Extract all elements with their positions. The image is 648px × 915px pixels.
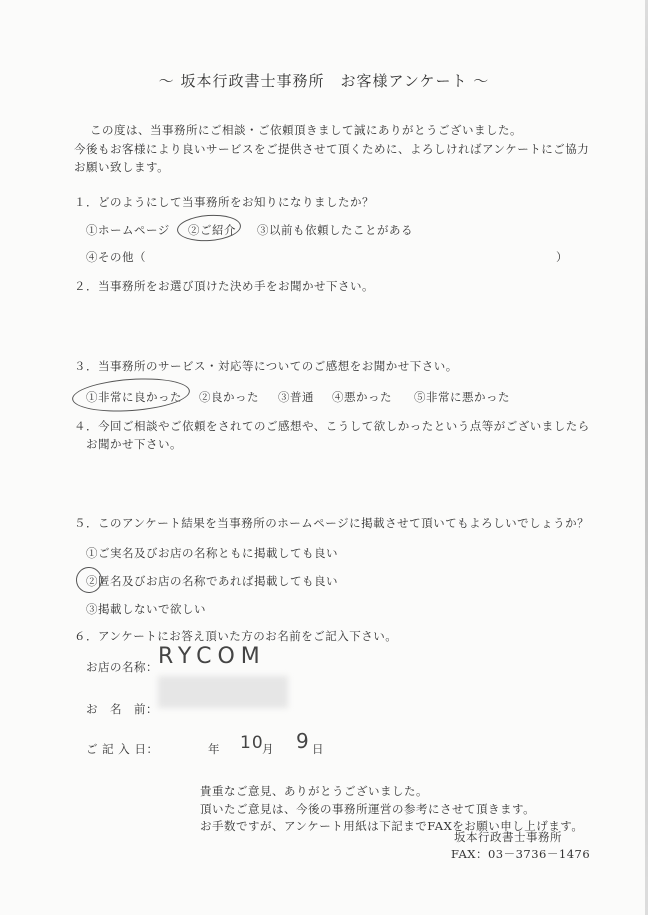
intro-line-3: お願い致します。 [74, 160, 170, 174]
q4-question-line-1: ４．今回ご相談やご依頼をされてのご感想や、こうして欲しかったという点等がございましたら [74, 419, 590, 433]
date-month-label: 月 [262, 742, 274, 756]
footer-office-name: 坂本行政書士事務所 [454, 830, 562, 844]
date-year-label: 年 [208, 742, 220, 756]
q1-option-other: ④その他（ [86, 250, 146, 264]
footer-line-2: 頂いたご意見は、今後の事務所運営の参考にさせて頂きます。 [200, 802, 536, 816]
page-title: ～ 坂本行政書士事務所 お客様アンケート ～ [158, 72, 490, 90]
q1-option-1: ①ホームページ [86, 223, 170, 237]
q3-option-5: ⑤非常に悪かった [414, 390, 510, 404]
q5-answer-circle [75, 566, 103, 594]
q5-option-3: ③掲載しないで欲しい [86, 602, 206, 616]
q6-question: ６．アンケートにお答え頂いた方のお名前をご記入下さい。 [74, 629, 398, 643]
shop-name-label: お店の名称： [86, 660, 158, 674]
q3-answer-circle [71, 375, 191, 415]
q4-question-line-2: お聞かせ下さい。 [86, 437, 182, 451]
name-label: お 名 前： [86, 702, 158, 716]
date-day-label: 日 [312, 742, 324, 756]
q5-question: ５．このアンケート結果を当事務所のホームページに掲載させて頂いてもよろしいでしょうか？ [74, 516, 590, 530]
date-day-handwritten: 9 [296, 729, 309, 753]
footer-line-1: 貴重なご意見、ありがとうございました。 [200, 784, 428, 798]
name-redacted-blur [158, 676, 288, 708]
date-month-handwritten: 10 [240, 733, 264, 753]
footer-line-3: お手数ですが、アンケート用紙は下記までFAXをお願い申し上げます。 [200, 819, 584, 833]
q2-question: ２．当事務所をお選び頂けた決め手をお聞かせ下さい。 [74, 279, 374, 293]
q3-option-3: ③普通 [278, 390, 314, 404]
q5-option-2: ②匿名及びお店の名称であれば掲載しても良い [86, 574, 338, 588]
q1-other-close: ） [556, 250, 568, 264]
q1-question: １．どのようにして当事務所をお知りになりましたか？ [74, 195, 374, 209]
q1-answer-circle [176, 213, 242, 243]
date-label: ご 記 入 日： [86, 742, 159, 756]
shop-name-handwritten: RYCOM [158, 644, 266, 669]
q1-option-3: ③以前も依頼したことがある [257, 223, 413, 237]
q3-option-2: ②良かった [199, 390, 259, 404]
q5-option-1: ①ご実名及びお店の名称ともに掲載しても良い [86, 546, 338, 560]
q3-option-4: ④悪かった [332, 390, 392, 404]
intro-line-1: この度は、当事務所にご相談・ご依頼頂きまして誠にありがとうございました。 [90, 123, 522, 137]
footer-fax: FAX：03－3736－1476 [451, 847, 591, 861]
q1-option-2: ②ご紹介 [188, 223, 236, 237]
intro-line-2: 今後もお客様により良いサービスをご提供させて頂くために、よろしければアンケートにご協力 [74, 142, 590, 156]
q3-question: ３．当事務所のサービス・対応等についてのご感想をお聞かせ下さい。 [74, 359, 458, 373]
q3-option-1: ①非常に良かった [86, 390, 182, 404]
